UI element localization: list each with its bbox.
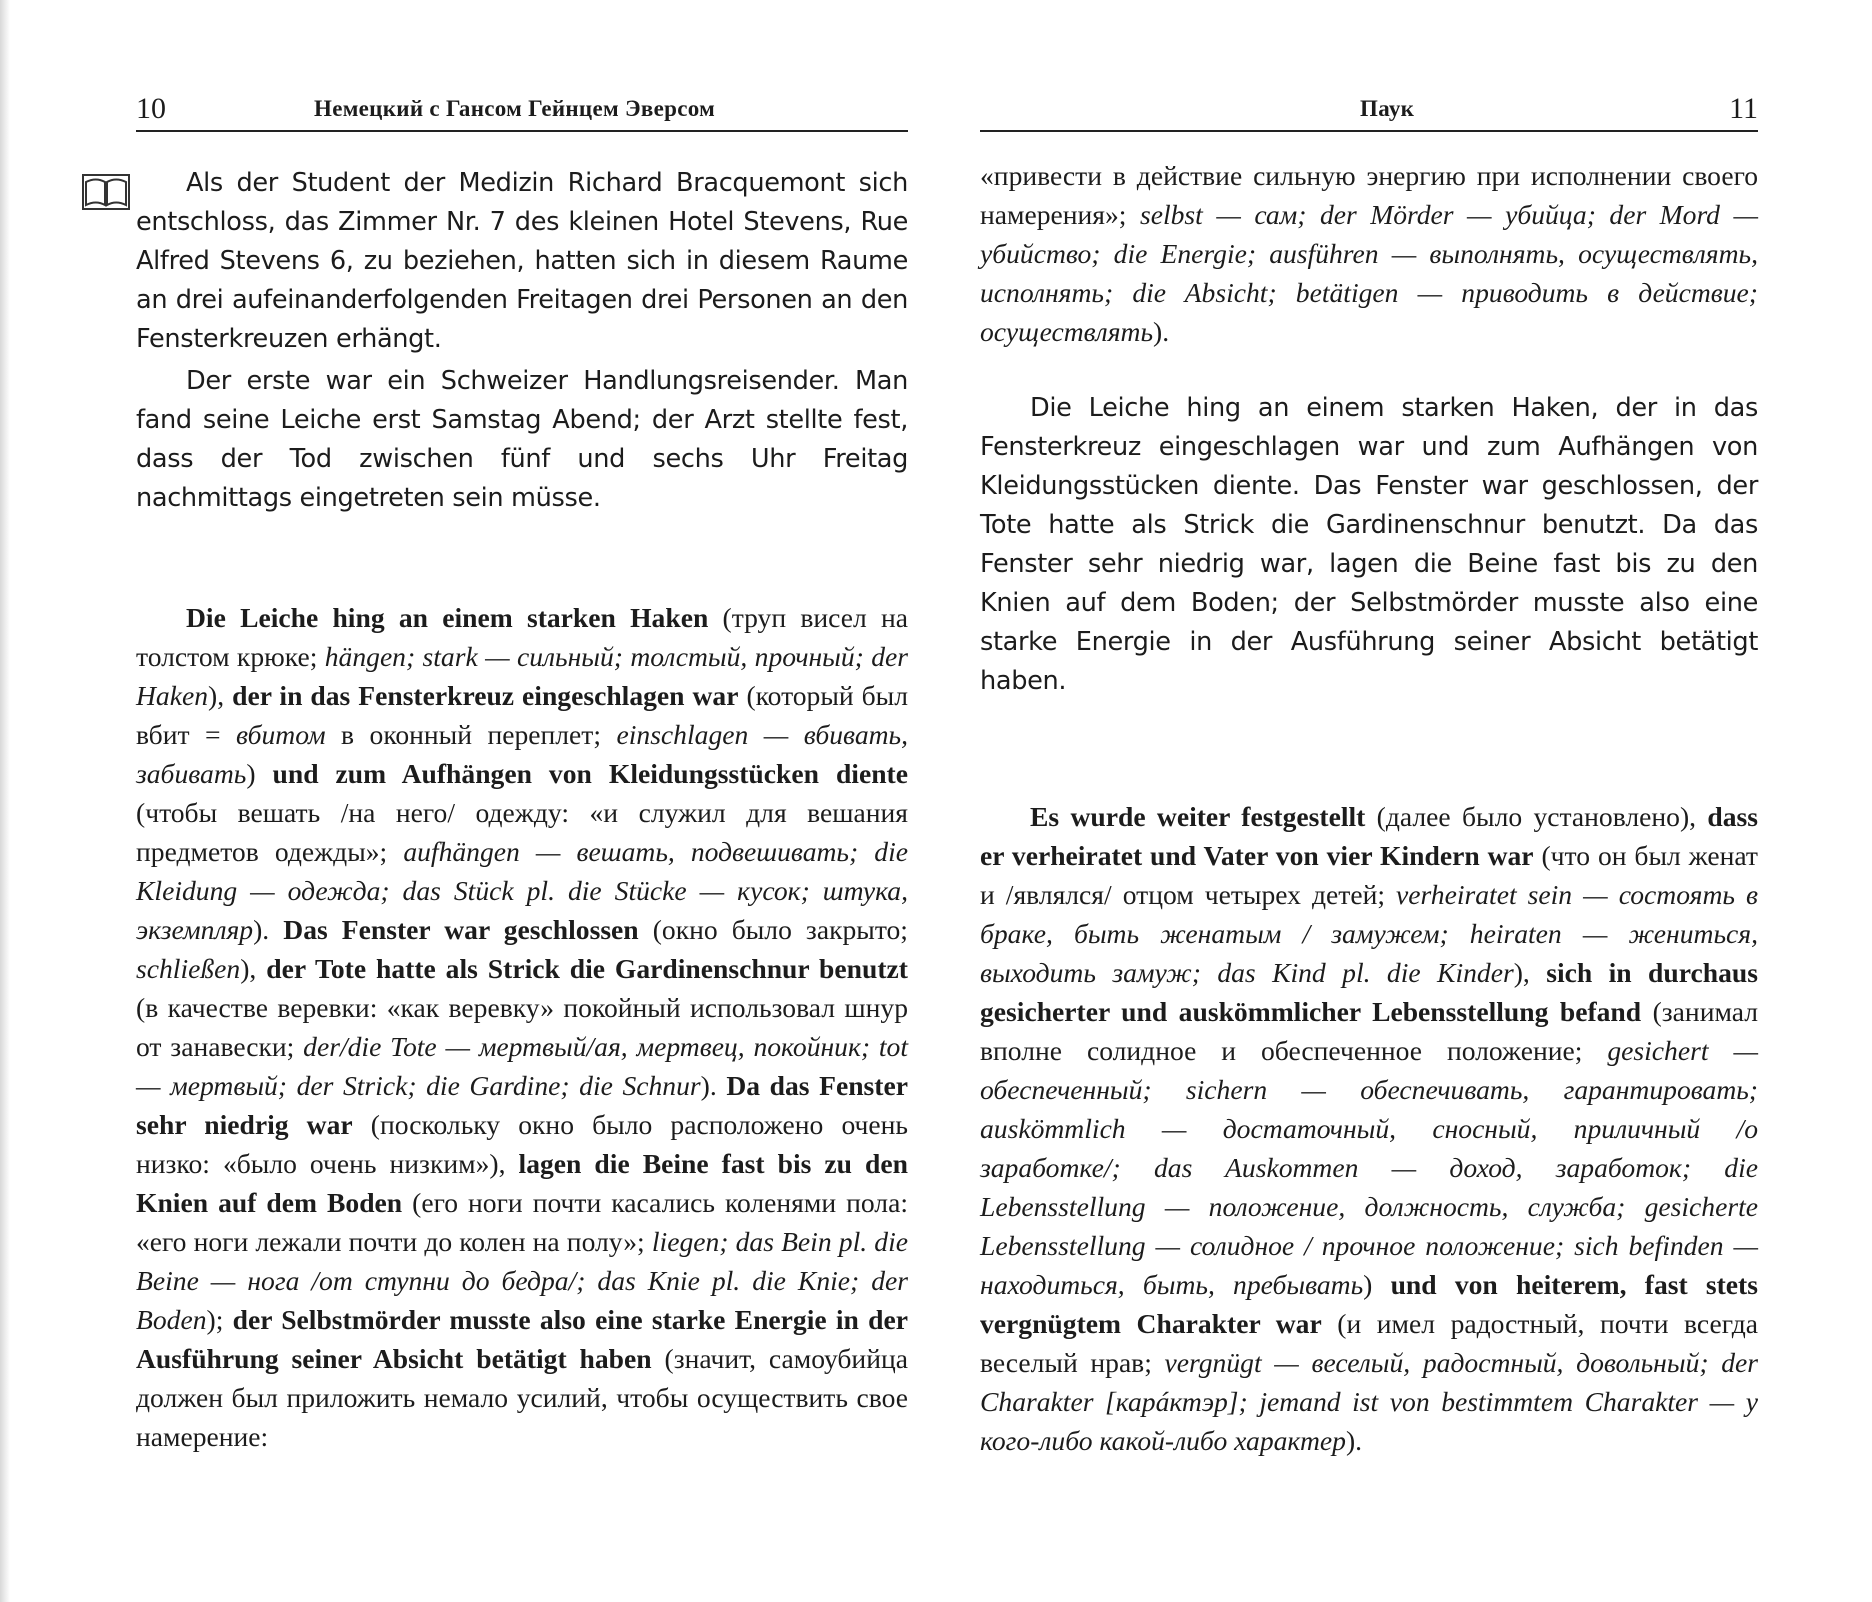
- commentary-paragraph: [136, 598, 908, 1456]
- german-phrase: der in das Fensterkreuz eingeschlagen war: [232, 680, 739, 711]
- translation-text: ),: [240, 953, 267, 984]
- running-head-right: [980, 88, 1758, 132]
- german-paragraph: Der erste war ein Schweizer Handlungsreisender. Man fand seine Leiche erst Samstag Abend; der Arzt stellte fest, dass der Tod zwischen fünf und sechs Uhr Freitag nachmittags eingetreten sein müsse.: [136, 366, 908, 513]
- vocabulary-gloss: hängen; stark — сильный; толстый, прочный; der Haken: [136, 641, 908, 711]
- vocabulary-gloss: selbst — сам; der Mörder — убийца; der Mord — убийство; die Energie; ausführen — выполнять, осуществлять, исполнять; die Absicht; betätigen — приводить в действие; осуществлять: [980, 199, 1759, 347]
- translation-text: (который был вбит =: [136, 680, 908, 750]
- vocabulary-gloss: verheiratet sein — состоять в браке, быть женатым / замужем; heiraten — жениться, выходить замуж; das Kind pl. die Kinder: [980, 879, 1758, 988]
- translation-text: ).: [700, 1070, 727, 1101]
- commentary-continued: [980, 156, 1758, 351]
- translation-text: );: [206, 1304, 233, 1335]
- vocabulary-gloss: schließen: [136, 953, 241, 984]
- german-phrase: dass er verheiratet und Vater von vier Kindern war: [980, 801, 1758, 871]
- translation-text: (окно было закрыто;: [638, 914, 908, 945]
- running-title: Паук: [1360, 96, 1415, 121]
- vocabulary-gloss: gesichert — обеспеченный; sichern — обеспечивать, гарантировать; auskömmlich — достаточный, сносный, приличный /о заработке/; das Auskommen — доход, заработок; die Lebensstellung — положение, должность, служба; gesicherte Lebensstellung — солидное / прочное положение; sich befinden — находиться, быть, пребывать: [980, 1035, 1758, 1300]
- german-phrase: der Selbstmörder musste also eine starke Energie in der Ausführung seiner Absicht betätigt haben: [136, 1304, 908, 1374]
- translation-text: (поскольку окно было расположено очень низко: «было очень низким»),: [136, 1109, 909, 1179]
- translation-text: в оконный переплет;: [325, 719, 617, 750]
- page-edge: [0, 0, 10, 1602]
- german-phrase: lagen die Beine fast bis zu den Knien auf dem Boden: [136, 1148, 908, 1218]
- translation-text: ).: [253, 914, 284, 945]
- german-paragraph: Als der Student der Medizin Richard Bracquemont sich entschloss, das Zimmer Nr. 7 des kleinen Hotel Stevens, Rue Alfred Stevens 6, zu beziehen, hatten sich in diesem Raume an drei aufeinanderfolgenden Freitagen drei Personen an den Fensterkreuzen erhängt.: [136, 168, 908, 354]
- translation-text: (и имел радостный, почти всегда веселый нрав;: [980, 1308, 1758, 1378]
- commentary-paragraph: [980, 797, 1758, 1460]
- vocabulary-gloss: вбитом: [236, 719, 326, 750]
- translation-text: ).: [1345, 1425, 1363, 1456]
- vocabulary-gloss: vergnügt — веселый, радостный, довольный; der Charakter [карáктэр]; jemand ist von bestimmtem Charakter — у кого-либо какой-либо характер: [980, 1347, 1758, 1456]
- translation-text: ): [246, 758, 273, 789]
- running-title: Немецкий с Гансом Гейнцем Эверсом: [314, 96, 716, 121]
- vocabulary-gloss: einschlagen — вбивать, забивать: [136, 719, 908, 789]
- vocabulary-gloss: der/die Tote — мертвый/ая, мертвец, покойник; tot — мертвый; der Strick; die Gardine; die Schnur: [136, 1031, 909, 1101]
- translation-text: ),: [1513, 957, 1547, 988]
- translation-text: (значит, самоубийца должен был приложить немало усилий, чтобы осуществить свое намерение:: [136, 1343, 908, 1452]
- translation-text: (что он был женат и /являлся/ отцом четырех детей;: [980, 840, 1758, 910]
- translation-text: (чтобы вешать /на него/ одежду: «и служил для вешания предметов одежды»;: [136, 797, 908, 867]
- translation-text: (труп висел на толстом крюке;: [136, 602, 908, 672]
- vocabulary-gloss: aufhängen — вешать, подвешивать; die Kleidung — одежда; das Stück pl. die Stücke — кусок; штука, экземпляр: [136, 836, 908, 945]
- german-phrase: Das Fenster war geschlossen: [283, 914, 639, 945]
- right-page: [980, 88, 1758, 1460]
- translation-text: (его ноги почти касались коленями пола: «его ноги лежали почти до колен на полу»;: [136, 1187, 908, 1257]
- german-phrase: und zum Aufhängen von Kleidungsstücken diente: [272, 758, 908, 789]
- translation-text: ),: [208, 680, 233, 711]
- open-book-icon: [82, 174, 130, 210]
- translation-text: (занимал вполне солидное и обеспеченное положение;: [980, 996, 1758, 1066]
- german-phrase: und von heiterem, fast stets vergnügtem Charakter war: [980, 1269, 1758, 1339]
- vocabulary-gloss: liegen; das Bein pl. die Beine — нога /от ступни до бедра/; das Knie pl. die Knie; der Boden: [136, 1226, 908, 1335]
- german-phrase: sich in durchaus gesicherter und auskömmlicher Lebensstellung befand: [980, 957, 1758, 1027]
- left-page: [136, 88, 908, 1456]
- german-paragraph: Die Leiche hing an einem starken Haken, der in das Fensterkreuz eingeschlagen war und zum Aufhängen von Kleidungsstücken diente. Das Fenster war geschlossen, der Tote hatte als Strick die Gardinenschnur benutzt. Da das Fenster sehr niedrig war, lagen die Beine fast bis zu den Knien auf dem Boden; der Selbstmörder musste also eine starke Energie in der Ausführung seiner Absicht betätigt haben.: [980, 393, 1758, 696]
- german-phrase: Da das Fenster sehr niedrig war: [136, 1070, 908, 1140]
- translation-text: (далее было установлено),: [1365, 801, 1708, 832]
- translation-text: ): [1363, 1269, 1391, 1300]
- german-phrase: Die Leiche hing an einem starken Haken: [186, 602, 709, 633]
- translation-text: «привести в действие сильную энергию при исполнении своего намерения»;: [980, 160, 1758, 230]
- page-number: 10: [136, 92, 166, 125]
- page-number: 11: [1729, 92, 1758, 125]
- running-head-left: [136, 88, 908, 132]
- german-phrase: Es wurde weiter festgestellt: [1030, 801, 1366, 832]
- translation-text: ).: [1153, 316, 1170, 347]
- german-phrase: der Tote hatte als Strick die Gardinenschnur benutzt: [266, 953, 908, 984]
- translation-text: (в качестве веревки: «как веревку» покойный использовал шнур от занавески;: [136, 992, 908, 1062]
